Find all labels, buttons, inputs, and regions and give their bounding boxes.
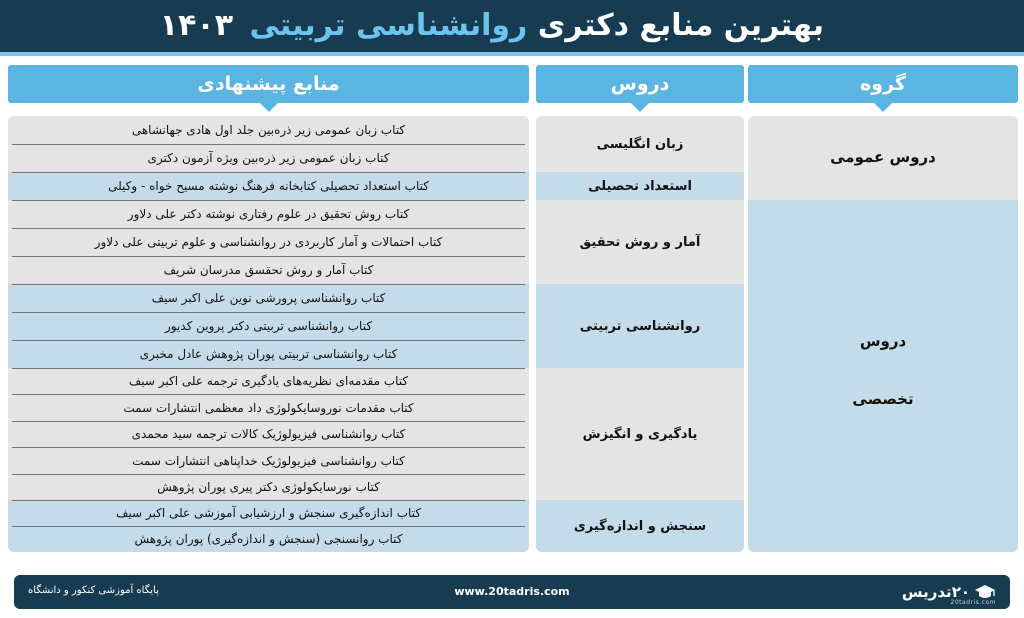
source-item: کتاب مقدمه‌ای نظریه‌های یادگیری ترجمه علی اکبر سیف [128, 374, 409, 388]
sources-column [8, 116, 529, 552]
source-item: کتاب احتمالات و آمار کاربردی در روانشناسی و علوم تربیتی علی دلاور [94, 235, 443, 249]
title-highlight: روانشناسی تربیتی [249, 8, 528, 43]
source-item: کتاب روانسنجی (سنجش و اندازه‌گیری) پوران پژوهش [134, 532, 403, 546]
source-item: کتاب زبان عمومی زیر ذره‌بین ویژه آزمون دکتری [147, 151, 390, 165]
header-notch-icon [873, 102, 893, 112]
lesson-learning-motivation: یادگیری و انگیزش [582, 426, 698, 442]
source-item: کتاب زبان عمومی زیر ذره‌بین جلد اول هادی جهانشاهی [131, 122, 406, 137]
lesson-educational-psychology: روانشناسی تربیتی [579, 318, 701, 334]
source-item: کتاب روانشناسی تربیتی پوران پژوهش عادل مخبری [139, 347, 398, 361]
group-general: دروس عمومی [830, 148, 936, 166]
logo-text: ۲۰تدریس [901, 583, 970, 601]
title-year: ۱۴۰۳ [159, 8, 234, 43]
source-item: کتاب نورسایکولوژی دکتر پیری پوران پژوهش [157, 480, 380, 494]
source-item: کتاب روانشناسی تربیتی دکتر پروین کدیور [164, 319, 373, 333]
header-group-label: گروه [860, 73, 906, 95]
header-notch-icon [259, 102, 279, 112]
footer-url[interactable]: www.20tadris.com [454, 585, 570, 598]
title-bar [0, 0, 1024, 56]
group-special-line2: تخصصی [852, 390, 914, 408]
source-item: کتاب آمار و روش تحقسق مدرسان شریف [163, 263, 374, 277]
lesson-english: زبان انگلیسی [596, 136, 684, 152]
source-item: کتاب روش تحقیق در علوم رفتاری نوشته دکتر علی دلاور [127, 207, 410, 221]
brand-logo [902, 579, 996, 605]
lessons-column [536, 116, 744, 552]
header-group [748, 65, 1018, 103]
lesson-statistics: آمار و روش تحقیق [579, 234, 701, 250]
footer-tagline: پایگاه آموزشی کنکور و دانشگاه [28, 585, 159, 596]
logo-subtext: 20tadris.com [950, 599, 996, 606]
source-item: کتاب روانشناسی فیزیولوژیک کالات ترجمه سید محمدی [131, 427, 406, 441]
lesson-aptitude: استعداد تحصیلی [588, 178, 692, 194]
header-sources-label: منابع پیشنهادی [197, 73, 340, 95]
title-lead: بهترین منابع دکتری [537, 8, 824, 43]
band-special [748, 200, 1018, 552]
footer [14, 575, 1010, 609]
header-lessons-label: دروس [610, 73, 670, 95]
source-item: کتاب اندازه‌گیری سنجش و ارزشیابی آموزشی علی اکبر سیف [116, 506, 421, 520]
source-item: کتاب استعداد تحصیلی کتابخانه فرهنگ نوشته مسیح خواه - وکیلی [108, 179, 429, 193]
group-column [748, 116, 1018, 552]
header-notch-icon [630, 102, 650, 112]
source-item: کتاب مقدمات نوروسایکولوژی داد معظمی انتشارات سمت [123, 400, 414, 415]
page-title [160, 8, 824, 43]
header-lessons [536, 65, 744, 103]
header-sources [8, 65, 529, 103]
source-item: کتاب روانشناسی فیزیولوژیک خداپناهی انتشارات سمت [132, 453, 405, 468]
group-special-line1: دروس [859, 332, 907, 350]
source-item: کتاب روانشناسی پرورشی نوین علی اکبر سیف [151, 291, 386, 305]
lesson-measurement: سنجش و اندازه‌گیری [573, 518, 707, 534]
